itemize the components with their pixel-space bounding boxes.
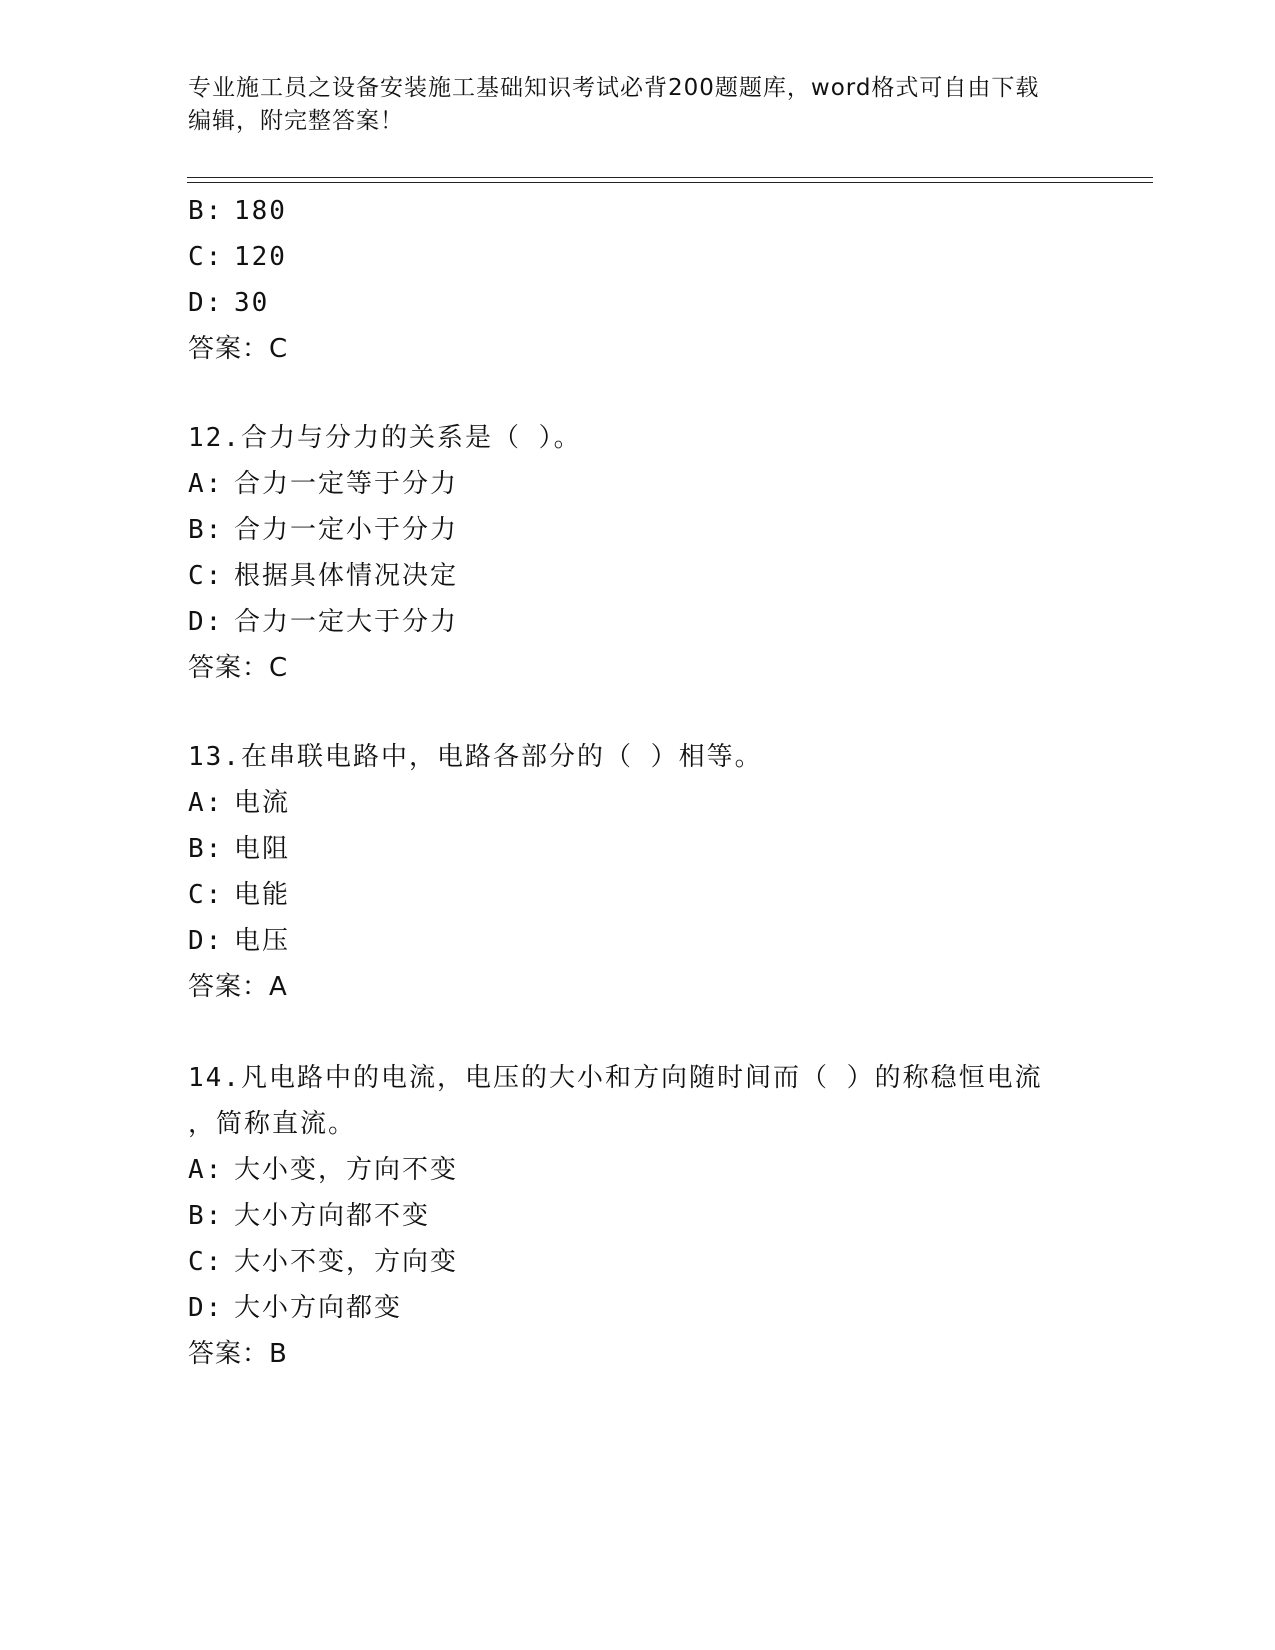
question-text-line2: ，简称直流。: [188, 1109, 357, 1139]
option-c: [188, 553, 1148, 599]
answer-line: 答案：C: [188, 653, 289, 683]
option-text: 大小变，方向不变: [234, 1155, 459, 1185]
option-text: 电阻: [234, 834, 291, 864]
option-text: 30: [234, 288, 270, 318]
option-text: 大小方向都不变: [234, 1201, 431, 1231]
answer-line: 答案：C: [188, 334, 289, 364]
option-text: 180: [234, 196, 287, 226]
option-b: [188, 1193, 1148, 1239]
header-title-line1: 专业施工员之设备安装施工基础知识考试必背200题题库，word格式可自由下载: [188, 75, 1040, 101]
document-header: [188, 72, 1088, 138]
question-13-block: [188, 734, 1148, 1010]
option-label: A:: [188, 469, 224, 499]
option-label: B:: [188, 515, 224, 545]
option-a: [188, 780, 1148, 826]
option-b: [188, 507, 1148, 553]
option-text: 合力一定小于分力: [234, 515, 459, 545]
question-11-block: [188, 188, 1148, 372]
option-c: [188, 1239, 1148, 1285]
option-text: 合力一定大于分力: [234, 607, 459, 637]
answer-line: 答案：B: [188, 1339, 288, 1369]
option-text: 120: [234, 242, 287, 272]
question-text: 13.在串联电路中，电路各部分的（ ）相等。: [188, 742, 763, 772]
option-d: [188, 599, 1148, 645]
option-label: D:: [188, 1293, 224, 1323]
option-d: [188, 280, 1148, 326]
option-text: 电压: [234, 926, 291, 956]
option-label: B:: [188, 1201, 224, 1231]
option-label: D:: [188, 607, 224, 637]
option-a: [188, 1147, 1148, 1193]
option-label: C:: [188, 561, 224, 591]
option-label: A:: [188, 788, 224, 818]
option-b: [188, 826, 1148, 872]
question-text: 12.合力与分力的关系是（ ）。: [188, 423, 582, 453]
option-label: B:: [188, 834, 224, 864]
option-label: C:: [188, 880, 224, 910]
option-label: B:: [188, 196, 224, 226]
option-text: 电能: [234, 880, 291, 910]
header-divider-top: [187, 177, 1153, 178]
option-c: [188, 872, 1148, 918]
option-label: C:: [188, 1247, 224, 1277]
header-title-line2: 编辑，附完整答案！: [188, 108, 404, 134]
option-label: D:: [188, 926, 224, 956]
question-14-block: [188, 1055, 1148, 1377]
option-b: [188, 188, 1148, 234]
option-text: 电流: [234, 788, 291, 818]
option-text: 合力一定等于分力: [234, 469, 459, 499]
option-text: 根据具体情况决定: [234, 561, 459, 591]
answer-line: 答案：A: [188, 972, 288, 1002]
question-text-line1: 14.凡电路中的电流，电压的大小和方向随时间而（ ）的称稳恒电流: [188, 1063, 1043, 1093]
option-text: 大小方向都变: [234, 1293, 403, 1323]
option-a: [188, 461, 1148, 507]
question-list: [188, 188, 1148, 1377]
option-d: [188, 1285, 1148, 1331]
option-label: D:: [188, 288, 224, 318]
question-12-block: [188, 415, 1148, 691]
option-label: C:: [188, 242, 224, 272]
option-d: [188, 918, 1148, 964]
option-c: [188, 234, 1148, 280]
option-label: A:: [188, 1155, 224, 1185]
option-text: 大小不变，方向变: [234, 1247, 459, 1277]
header-divider-bottom: [187, 182, 1153, 183]
